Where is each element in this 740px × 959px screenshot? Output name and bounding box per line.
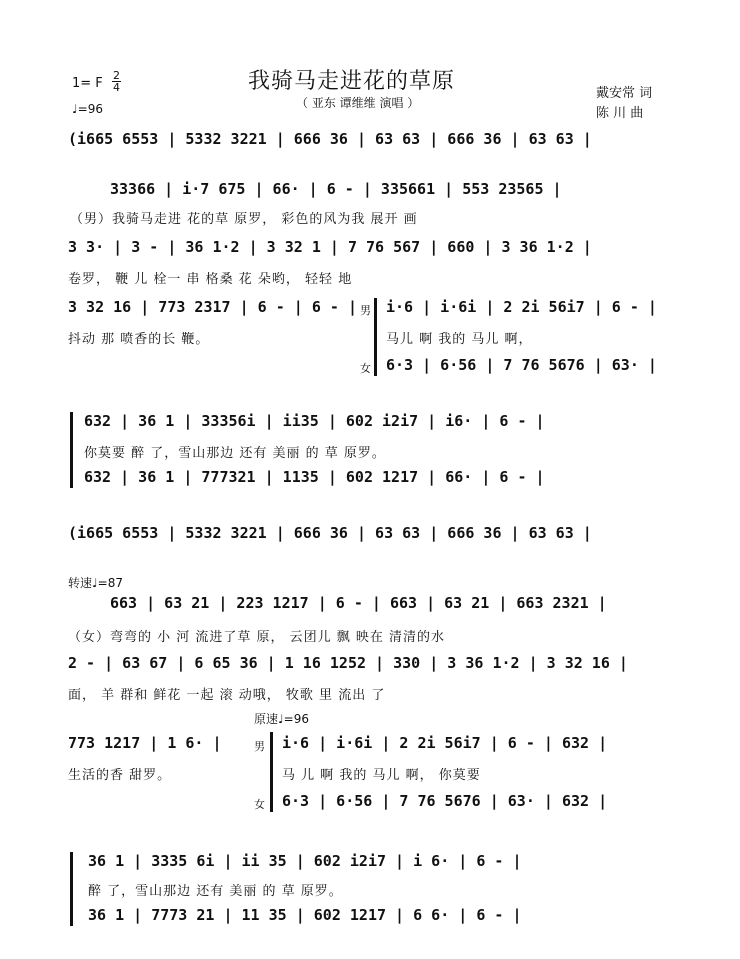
chorus1-female2-notes: 632 | 36 1 | 777321 | 1135 | 602 1217 | 66· | 6 - |: [84, 468, 545, 486]
female-part-label: 女: [254, 798, 265, 811]
chorus1-male2-lyrics: 你莫要 醉 了，雪山那边 还有 美丽 的 草 原罗。: [84, 446, 386, 461]
verse1-lyrics-2: 卷罗， 鞭 儿 栓一 串 格桑 花 朵哟， 轻轻 地: [68, 272, 353, 287]
verse1-notes-2: 3 3· | 3 - | 36 1·2 | 3 32 1 | 7 76 567 | 660 | 3 36 1·2 |: [68, 238, 592, 256]
male-part-label: 男: [360, 304, 371, 317]
system-brace: [374, 298, 377, 376]
verse1-notes-1: 33366 | i·7 675 | 66· | 6 - | 335661 | 553 23565 |: [110, 180, 562, 198]
male-part-label: 男: [254, 740, 265, 753]
verse2-lyrics-2: 面， 羊 群和 鲜花 一起 滚 动哦， 牧歌 里 流出 了: [68, 688, 386, 703]
chorus2-male-notes: i·6 | i·6i | 2 2i 56i7 | 6 - | 632 |: [282, 734, 608, 752]
verse1-lyrics-1: （男）我骑马走进 花的草 原罗， 彩色的风为我 展开 画: [70, 212, 418, 227]
system-brace: [270, 732, 273, 812]
female-part-label: 女: [360, 362, 371, 375]
performers: （ 亚东 谭维维 演唱 ）: [296, 96, 420, 110]
lyricist: 戴安常 词: [596, 86, 653, 101]
verse2-lyrics-1: （女）弯弯的 小 河 流进了草 原， 云团儿 飘 映在 清清的水: [68, 630, 446, 645]
time-signature: 2 4: [113, 69, 120, 94]
composer: 陈 川 曲: [596, 106, 644, 121]
system-brace: [70, 852, 73, 926]
chorus1-female-notes: 6·3 | 6·56 | 7 76 5676 | 63· |: [386, 356, 657, 374]
tempo-marking: ♩=96: [72, 102, 103, 116]
verse2-lyrics-3: 生活的香 甜罗。: [68, 768, 172, 783]
verse2-notes-3: 773 1217 | 1 6· |: [68, 734, 222, 752]
song-title: 我骑马走进花的草原: [248, 69, 456, 94]
original-tempo: 原速♩=96: [254, 712, 309, 726]
chorus2-female-notes: 6·3 | 6·56 | 7 76 5676 | 63· | 632 |: [282, 792, 608, 810]
chorus1-male-lyrics: 马儿 啊 我的 马儿 啊，: [386, 332, 533, 347]
chorus2-male-lyrics: 马 儿 啊 我的 马儿 啊， 你莫要: [282, 768, 481, 783]
key-signature: 1= F: [72, 76, 103, 91]
chorus1-male2-notes: 632 | 36 1 | 33356i | ii35 | 602 i2i7 | i6· | 6 - |: [84, 412, 545, 430]
verse1-notes-3: 3 32 16 | 773 2317 | 6 - | 6 - |: [68, 298, 357, 316]
tempo-change: 转速♩=87: [68, 576, 123, 590]
chorus2-male2-notes: 36 1 | 3335 6i | ii 35 | 602 i2i7 | i 6· | 6 - |: [88, 852, 522, 870]
intro-line-1: (i665 6553 | 5332 3221 | 666 36 | 63 63 | 666 36 | 63 63 |: [68, 130, 592, 148]
chorus1-male-notes: i·6 | i·6i | 2 2i 56i7 | 6 - |: [386, 298, 657, 316]
verse2-notes-1: 663 | 63 21 | 223 1217 | 6 - | 663 | 63 21 | 663 2321 |: [110, 594, 607, 612]
system-brace: [70, 412, 73, 488]
chorus2-male2-lyrics: 醉 了，雪山那边 还有 美丽 的 草 原罗。: [88, 884, 343, 899]
chorus2-female2-notes: 36 1 | 7773 21 | 11 35 | 602 1217 | 6 6· | 6 - |: [88, 906, 522, 924]
verse1-lyrics-3: 抖动 那 喷香的长 鞭。: [68, 332, 210, 347]
intro-line-2: (i665 6553 | 5332 3221 | 666 36 | 63 63 | 666 36 | 63 63 |: [68, 524, 592, 542]
verse2-notes-2: 2 - | 63 67 | 6 65 36 | 1 16 1252 | 330 | 3 36 1·2 | 3 32 16 |: [68, 654, 628, 672]
